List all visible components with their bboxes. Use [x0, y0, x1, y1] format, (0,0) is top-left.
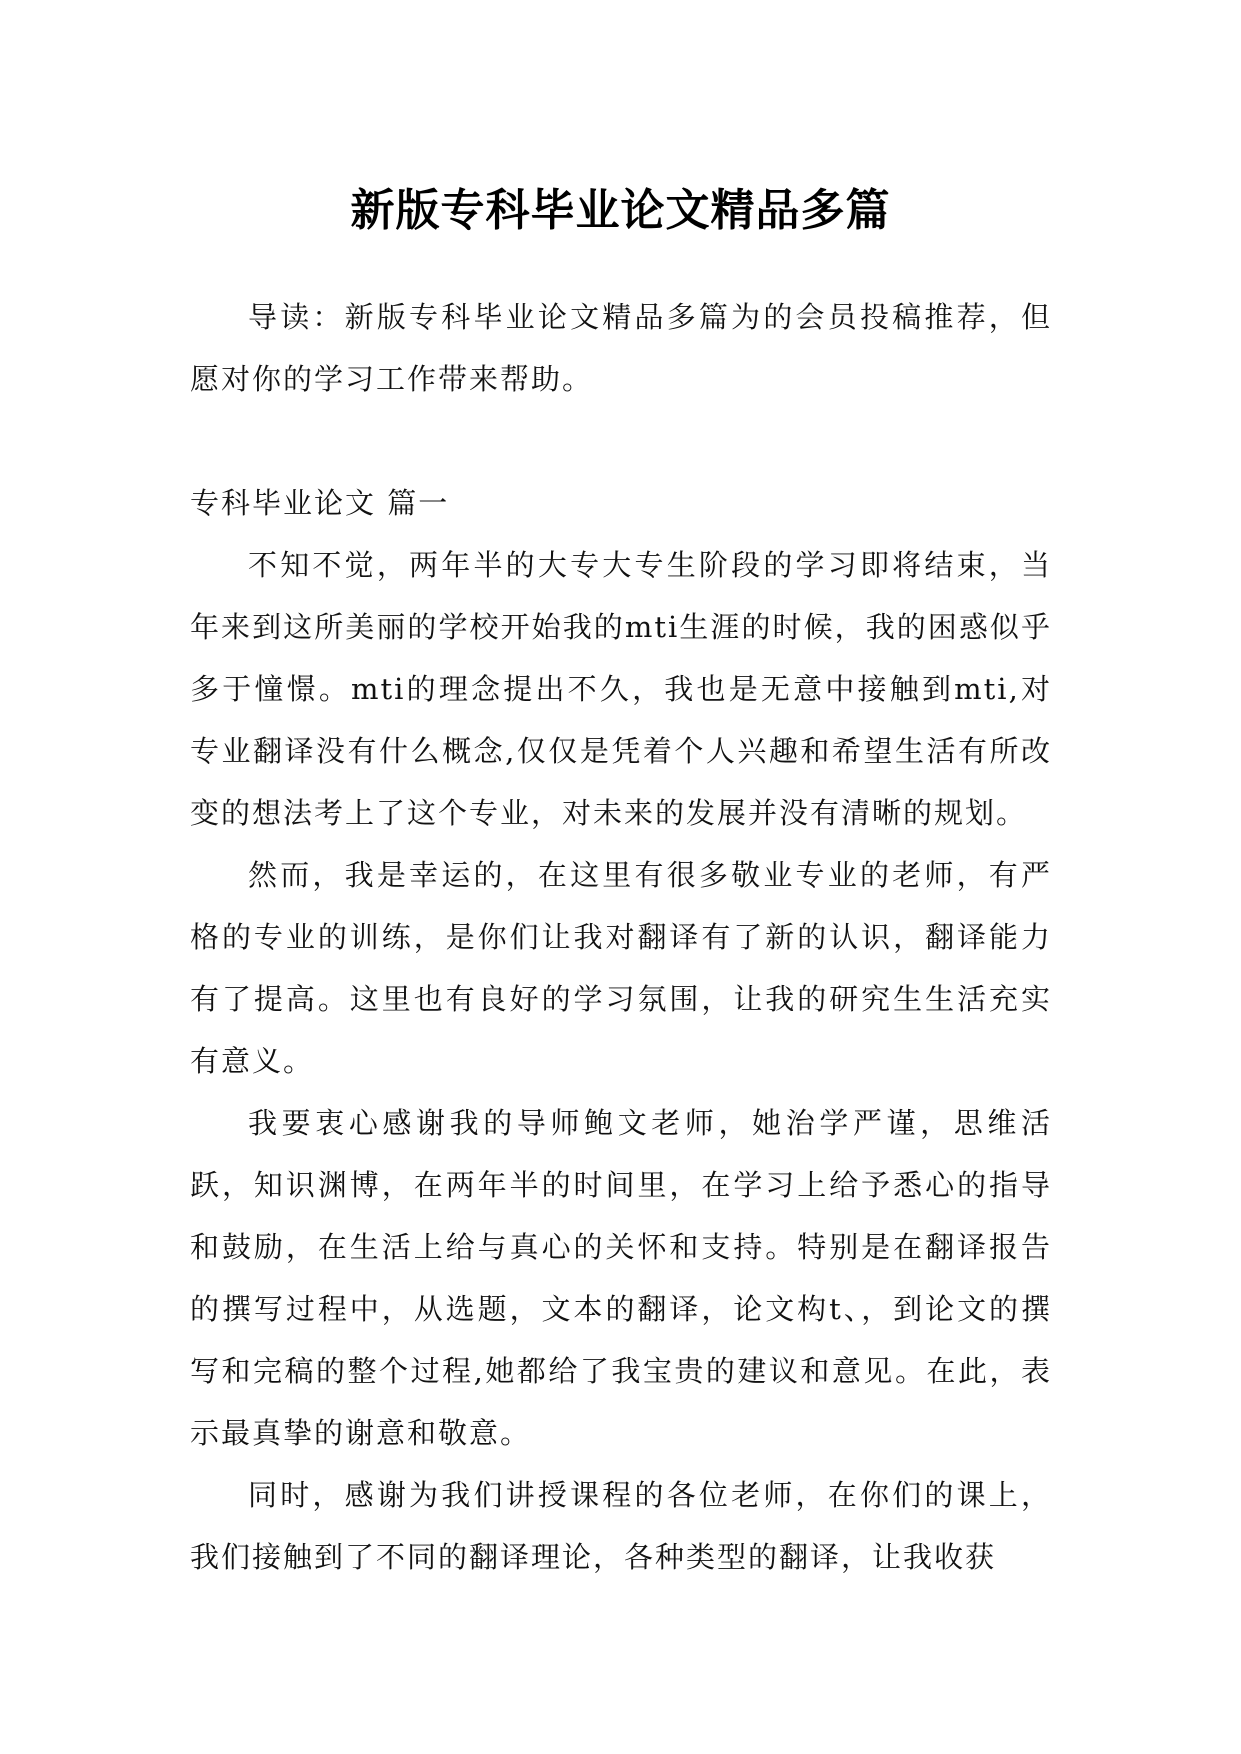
- section-heading: 专科毕业论文 篇一: [190, 486, 450, 520]
- body-paragraph: 然而，我是幸运的，在这里有很多敬业专业的老师，有严格的专业的训练，是你们让我对翻译有了新的认识，翻译能力有了提高。这里也有良好的学习氛围，让我的研究生生活充实有意义。: [190, 858, 1052, 1078]
- body-paragraph: 同时，感谢为我们讲授课程的各位老师，在你们的课上，我们接触到了不同的翻译理论，各种类型的翻译，让我收获: [190, 1478, 1052, 1574]
- body-paragraph: 我要衷心感谢我的导师鲍文老师，她治学严谨，思维活跃，知识渊博，在两年半的时间里，在学习上给予悉心的指导和鼓励，在生活上给与真心的关怀和支持。特别是在翻译报告的撰写过程中，从选题，文本的翻译，论文构t、，到论文的撰写和完稿的整个过程,她都给了我宝贵的建议和意见。在此，表示最真挚的谢意和敬意。: [190, 1106, 1052, 1450]
- document-title: 新版专科毕业论文精品多篇: [350, 185, 891, 237]
- intro-paragraph: 导读：新版专科毕业论文精品多篇为的会员投稿推荐，但愿对你的学习工作带来帮助。: [190, 300, 1052, 396]
- document-body: [190, 286, 1052, 1588]
- body-paragraph: 不知不觉，两年半的大专大专生阶段的学习即将结束，当年来到这所美丽的学校开始我的mti生涯的时候，我的困惑似乎多于憧憬。mti的理念提出不久，我也是无意中接触到mti,对专业翻译没有什么概念,仅仅是凭着个人兴趣和希望生活有所改变的想法考上了这个专业，对未来的发展并没有清晰的规划。: [190, 548, 1052, 830]
